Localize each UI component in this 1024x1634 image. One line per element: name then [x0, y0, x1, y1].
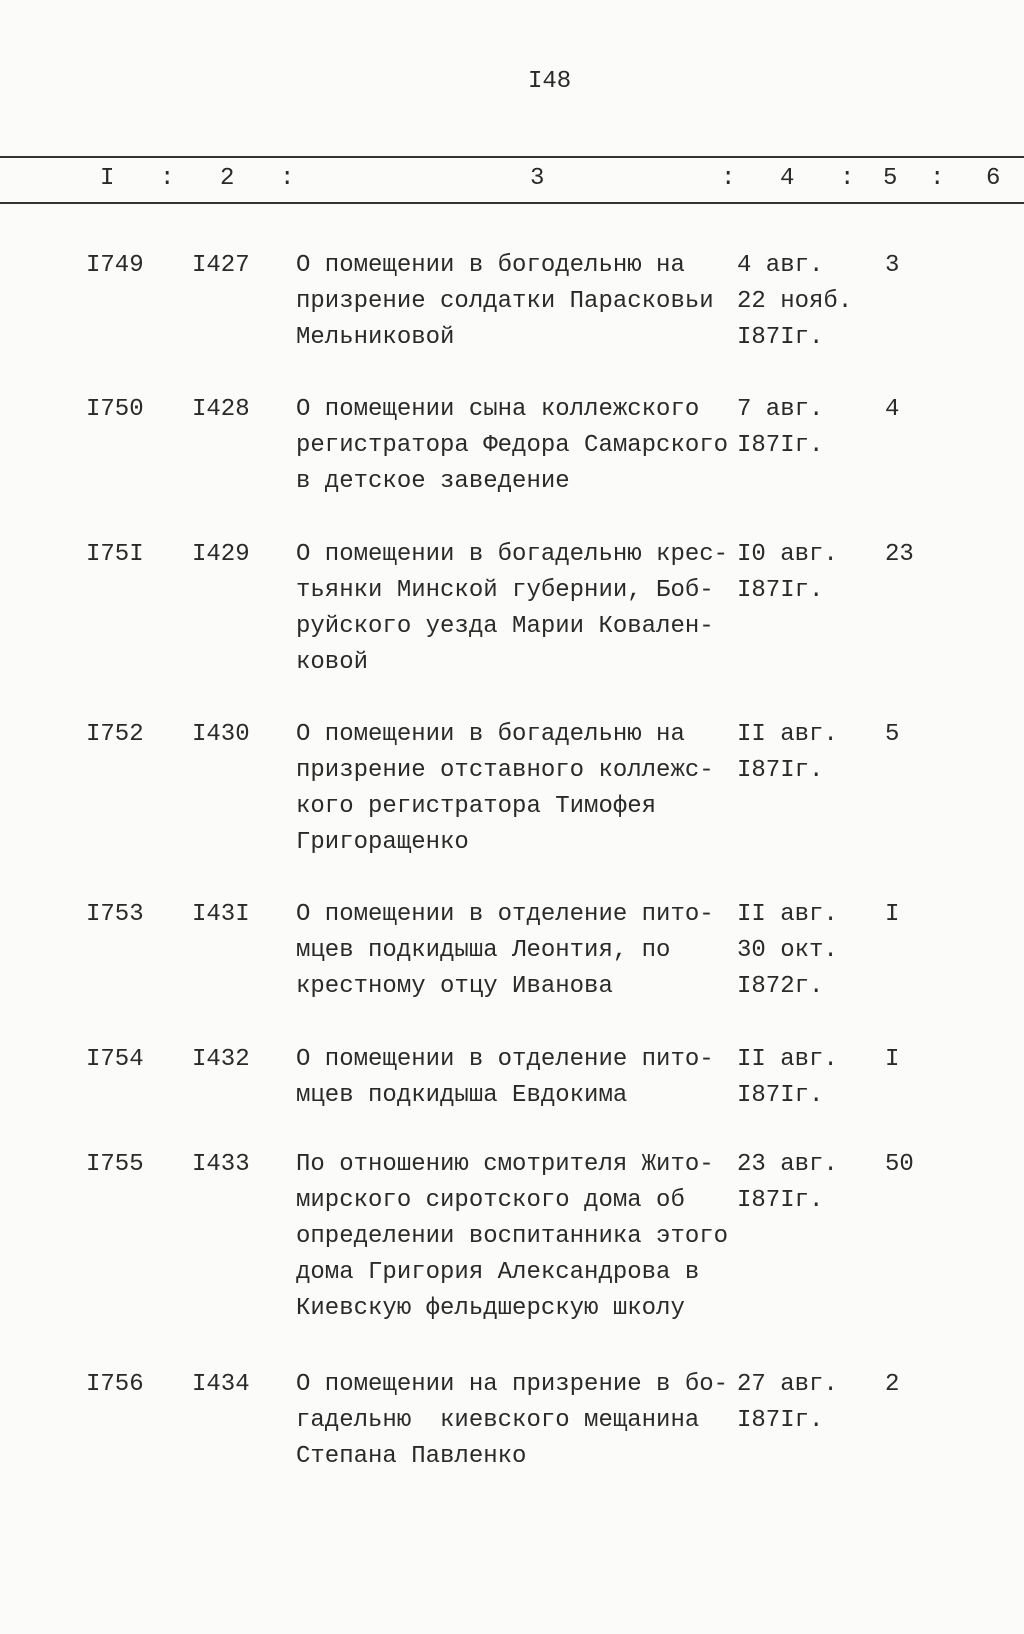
date-line: 22 нояб. — [737, 288, 853, 315]
entry-description — [296, 1367, 728, 1475]
entry-number: I753 — [86, 901, 144, 928]
description-line: в детское заведение — [296, 468, 570, 495]
column-separator: : — [840, 165, 855, 192]
sheet-count: 2 — [885, 1371, 900, 1398]
description-line: ковой — [296, 649, 369, 676]
table-header-rule — [0, 202, 1024, 204]
description-line: О помещении сына коллежского — [296, 396, 700, 423]
description-line: Киевскую фельдшерскую школу — [296, 1295, 685, 1322]
date-line: II авг. — [737, 721, 838, 748]
file-number: I427 — [192, 252, 250, 279]
date-line: I87Iг. — [737, 757, 824, 784]
column-header-5: 5 — [883, 165, 898, 192]
entry-description — [296, 717, 714, 861]
date-line: 4 авг. — [737, 252, 824, 279]
date-line: I87Iг. — [737, 324, 824, 351]
date-line: 27 авг. — [737, 1371, 838, 1398]
entry-description — [296, 537, 728, 681]
column-header-4: 4 — [780, 165, 795, 192]
description-line: Мельниковой — [296, 324, 455, 351]
description-line: регистратора Федора Самарского — [296, 432, 729, 459]
entry-number: I750 — [86, 396, 144, 423]
entry-description — [296, 1147, 728, 1327]
entry-dates — [737, 897, 838, 1005]
entry-description — [296, 1042, 714, 1114]
date-line: 30 окт. — [737, 937, 838, 964]
entry-description — [296, 897, 714, 1005]
sheet-count: 5 — [885, 721, 900, 748]
entry-number: I756 — [86, 1371, 144, 1398]
description-line: О помещении в отделение пито- — [296, 901, 714, 928]
date-line: I87Iг. — [737, 577, 824, 604]
date-line: I87Iг. — [737, 432, 824, 459]
column-header-3: 3 — [530, 165, 545, 192]
entry-number: I754 — [86, 1046, 144, 1073]
entry-number: I755 — [86, 1151, 144, 1178]
description-line: руйского уезда Марии Ковален- — [296, 613, 714, 640]
date-line: I872г. — [737, 973, 824, 1000]
description-line: тьянки Минской губернии, Боб- — [296, 577, 714, 604]
date-line: I0 авг. — [737, 541, 838, 568]
description-line: О помещении в отделение пито- — [296, 1046, 714, 1073]
entry-number: I752 — [86, 721, 144, 748]
sheet-count: 3 — [885, 252, 900, 279]
entry-dates — [737, 1367, 838, 1439]
description-line: призрение солдатки Парасковьи — [296, 288, 714, 315]
column-separator: : — [160, 165, 175, 192]
date-line: I87Iг. — [737, 1187, 824, 1214]
file-number: I434 — [192, 1371, 250, 1398]
table-top-rule — [0, 156, 1024, 158]
entry-description — [296, 248, 714, 356]
description-line: О помещении в богадельню на — [296, 721, 685, 748]
date-line: I87Iг. — [737, 1407, 824, 1434]
column-header-6: 6 — [986, 165, 1001, 192]
entry-number: I75I — [86, 541, 144, 568]
column-header-1: I — [100, 165, 115, 192]
description-line: определении воспитанника этого — [296, 1223, 729, 1250]
description-line: крестному отцу Иванова — [296, 973, 613, 1000]
date-line: 23 авг. — [737, 1151, 838, 1178]
date-line: 7 авг. — [737, 396, 824, 423]
entry-dates — [737, 717, 838, 789]
file-number: I429 — [192, 541, 250, 568]
description-line: О помещении в богодельню на — [296, 252, 685, 279]
file-number: I433 — [192, 1151, 250, 1178]
file-number: I432 — [192, 1046, 250, 1073]
description-line: мирского сиротского дома об — [296, 1187, 685, 1214]
sheet-count: 50 — [885, 1151, 914, 1178]
column-separator: : — [930, 165, 945, 192]
file-number: I43I — [192, 901, 250, 928]
entry-dates — [737, 1147, 838, 1219]
column-separator: : — [280, 165, 295, 192]
file-number: I428 — [192, 396, 250, 423]
description-line: призрение отставного коллежс- — [296, 757, 714, 784]
description-line: мцев подкидыша Евдокима — [296, 1082, 628, 1109]
entry-dates — [737, 392, 823, 464]
description-line: О помещении в богадельню крес- — [296, 541, 729, 568]
column-header-2: 2 — [220, 165, 235, 192]
description-line: кого регистратора Тимофея — [296, 793, 657, 820]
entry-description — [296, 392, 728, 500]
sheet-count: 4 — [885, 396, 900, 423]
entry-dates — [737, 248, 852, 356]
entry-number: I749 — [86, 252, 144, 279]
description-line: гадельню киевского мещанина — [296, 1407, 700, 1434]
sheet-count: I — [885, 901, 900, 928]
description-line: По отношению смотрителя Жито- — [296, 1151, 714, 1178]
description-line: мцев подкидыша Леонтия, по — [296, 937, 671, 964]
description-line: Степана Павленко — [296, 1443, 527, 1470]
page-number: I48 — [528, 68, 572, 95]
entry-dates — [737, 1042, 838, 1114]
sheet-count: I — [885, 1046, 900, 1073]
description-line: О помещении на призрение в бо- — [296, 1371, 729, 1398]
description-line: Григоращенко — [296, 829, 469, 856]
column-separator: : — [721, 165, 736, 192]
date-line: II авг. — [737, 901, 838, 928]
date-line: II авг. — [737, 1046, 838, 1073]
sheet-count: 23 — [885, 541, 914, 568]
description-line: дома Григория Александрова в — [296, 1259, 700, 1286]
entry-dates — [737, 537, 838, 609]
file-number: I430 — [192, 721, 250, 748]
date-line: I87Iг. — [737, 1082, 824, 1109]
